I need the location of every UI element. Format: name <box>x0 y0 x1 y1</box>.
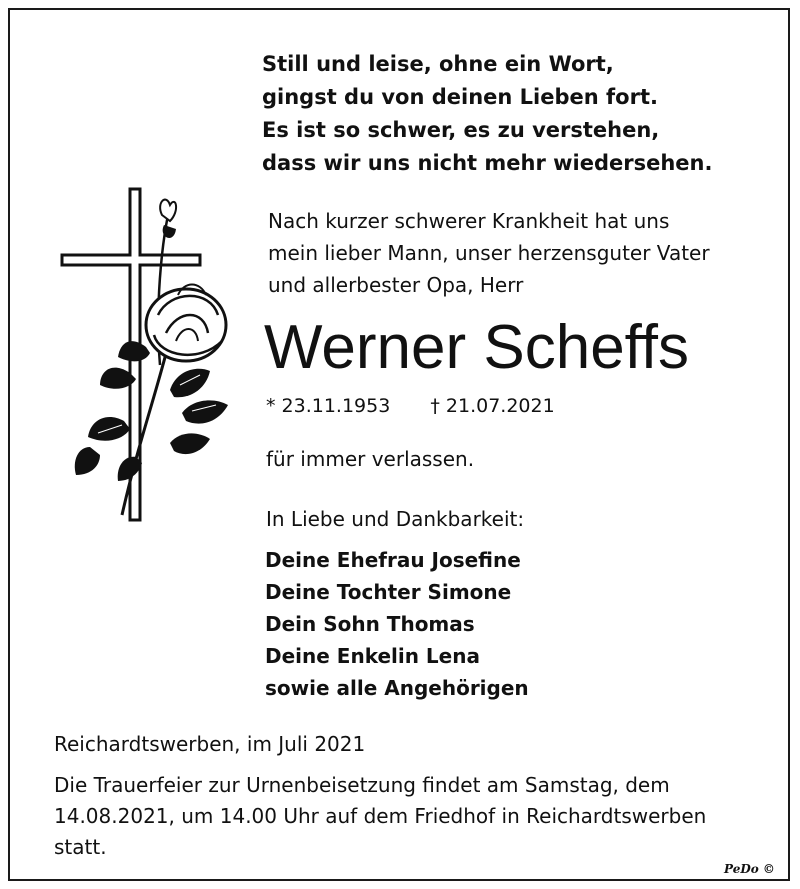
poem-line: gingst du von deinen Lieben fort. <box>262 85 658 109</box>
family-member: Deine Enkelin Lena <box>265 644 480 668</box>
intro-line: Nach kurzer schwerer Krankheit hat uns <box>268 209 670 233</box>
obituary-frame <box>8 8 790 881</box>
poem-line: Es ist so schwer, es zu verstehen, <box>262 118 660 142</box>
death-date: † 21.07.2021 <box>430 395 555 417</box>
intro-line: mein lieber Mann, unser herzensguter Vater <box>268 241 710 265</box>
ceremony-line: Die Trauerfeier zur Urnenbeisetzung findet am Samstag, dem <box>54 773 670 797</box>
family-member: Dein Sohn Thomas <box>265 612 475 636</box>
place-date: Reichardtswerben, im Juli 2021 <box>54 732 366 756</box>
poem-line: dass wir uns nicht mehr wiedersehen. <box>262 151 713 175</box>
ceremony-line: statt. <box>54 835 107 859</box>
family-list <box>265 544 529 704</box>
designer-signature: PeDo © <box>724 862 775 876</box>
ceremony-notice <box>54 770 784 863</box>
gratitude-heading: In Liebe und Dankbarkeit: <box>266 507 525 531</box>
cross-with-rose-icon <box>50 185 240 525</box>
family-member: Deine Ehefrau Josefine <box>265 548 521 572</box>
intro-text <box>268 205 788 301</box>
family-member: sowie alle Angehörigen <box>265 676 529 700</box>
poem <box>262 48 782 180</box>
intro-line: und allerbester Opa, Herr <box>268 273 524 297</box>
family-member: Deine Tochter Simone <box>265 580 512 604</box>
deceased-name: Werner Scheffs <box>264 313 690 382</box>
birth-date: * 23.11.1953 <box>266 395 391 417</box>
ceremony-line: 14.08.2021, um 14.00 Uhr auf dem Friedhof in Reichardtswerben <box>54 804 707 828</box>
life-dates <box>266 392 555 420</box>
poem-line: Still und leise, ohne ein Wort, <box>262 52 614 76</box>
closing-text: für immer verlassen. <box>266 447 475 471</box>
